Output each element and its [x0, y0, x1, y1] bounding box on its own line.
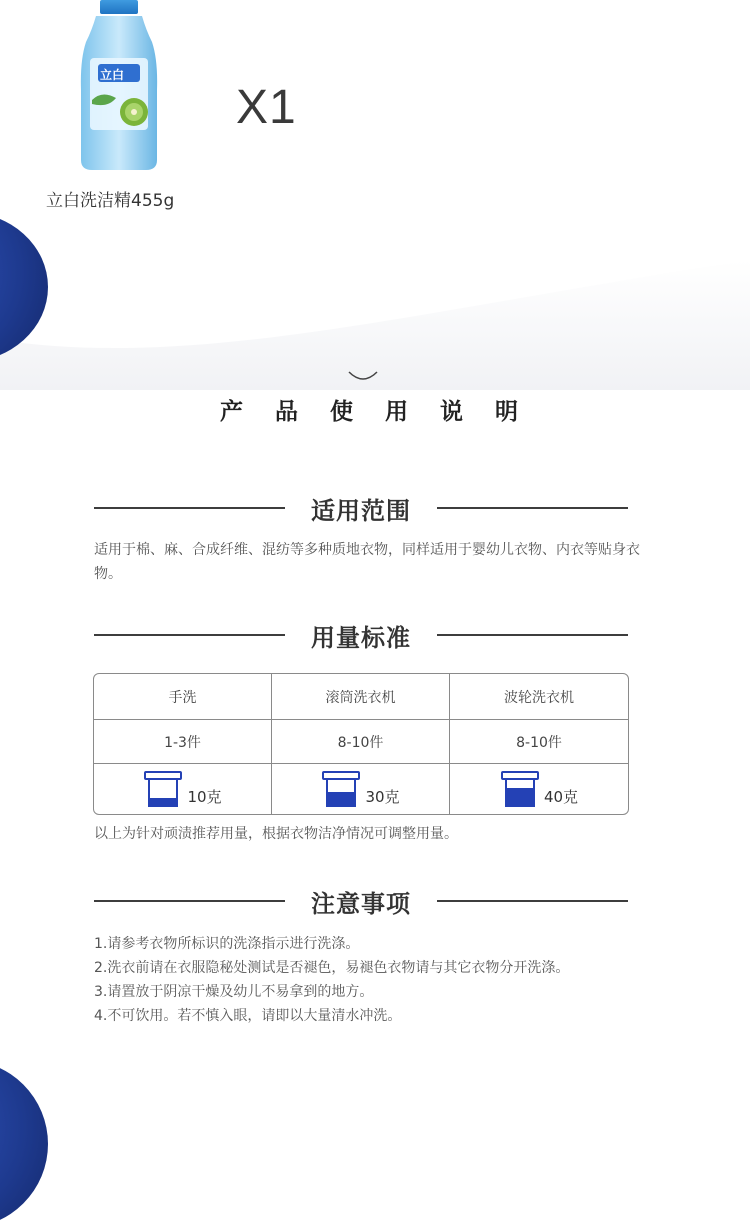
measuring-cup-icon [500, 769, 540, 809]
list-item: 4.不可饮用。若不慎入眼，请即以大量清水冲洗。 [94, 1008, 402, 1024]
scope-text: 适用于棉、麻、合成纤维、混纺等多种质地衣物，同样适用于婴幼儿衣物、内衣等贴身衣物。 [94, 542, 640, 582]
list-item: 2.洗衣前请在衣服隐秘处测试是否褪色，易褪色衣物请与其它衣物分开洗涤。 [94, 960, 570, 976]
decorative-circle-bottom [0, 1060, 48, 1228]
heading-line-right [437, 634, 628, 636]
measuring-cup-icon [321, 769, 361, 809]
bottle-brand-text: 立白 [100, 68, 125, 82]
amount-label: 40克 [543, 788, 579, 806]
page-title: 产 品 使 用 说 明 [219, 399, 531, 425]
heading-line-right [437, 900, 628, 902]
table-header-cell: 滚筒洗衣机 [272, 674, 450, 720]
table-cell-amount [450, 764, 628, 814]
table-header-cell: 波轮洗衣机 [450, 674, 628, 720]
dosage-note: 以上为针对顽渍推荐用量，根据衣物洁净情况可调整用量。 [94, 826, 458, 842]
section-title: 注意事项 [311, 889, 411, 918]
section-heading-scope [94, 488, 628, 528]
heading-line-left [94, 634, 285, 636]
table-cell-amount [272, 764, 450, 814]
product-bottle-image [78, 0, 160, 172]
list-item: 1.请参考衣物所标识的洗涤指示进行洗涤。 [94, 936, 360, 952]
amount-label: 30克 [365, 788, 400, 806]
measuring-cup-icon [143, 769, 183, 809]
table-cell-load: 1-3件 [94, 720, 272, 764]
notice-list [94, 932, 569, 1028]
section-title: 用量标准 [311, 623, 411, 652]
section-heading-dosage [94, 615, 628, 655]
heading-line-right [437, 507, 628, 509]
product-caption: 立白洗洁精455g [46, 191, 175, 211]
section-heading-notice [94, 881, 628, 921]
section-tab-arc [347, 366, 379, 388]
heading-line-left [94, 900, 285, 902]
table-header-cell: 手洗 [94, 674, 272, 720]
table-cell-load: 8-10件 [272, 720, 450, 764]
amount-label: 10克 [187, 788, 222, 806]
dosage-table [93, 673, 629, 815]
table-cell-load: 8-10件 [450, 720, 628, 764]
table-cell-amount [94, 764, 272, 814]
quantity-label: X1 [236, 81, 297, 134]
list-item: 3.请置放于阴凉干燥及幼儿不易拿到的地方。 [94, 984, 374, 1000]
heading-line-left [94, 507, 285, 509]
section-title: 适用范围 [311, 496, 411, 525]
